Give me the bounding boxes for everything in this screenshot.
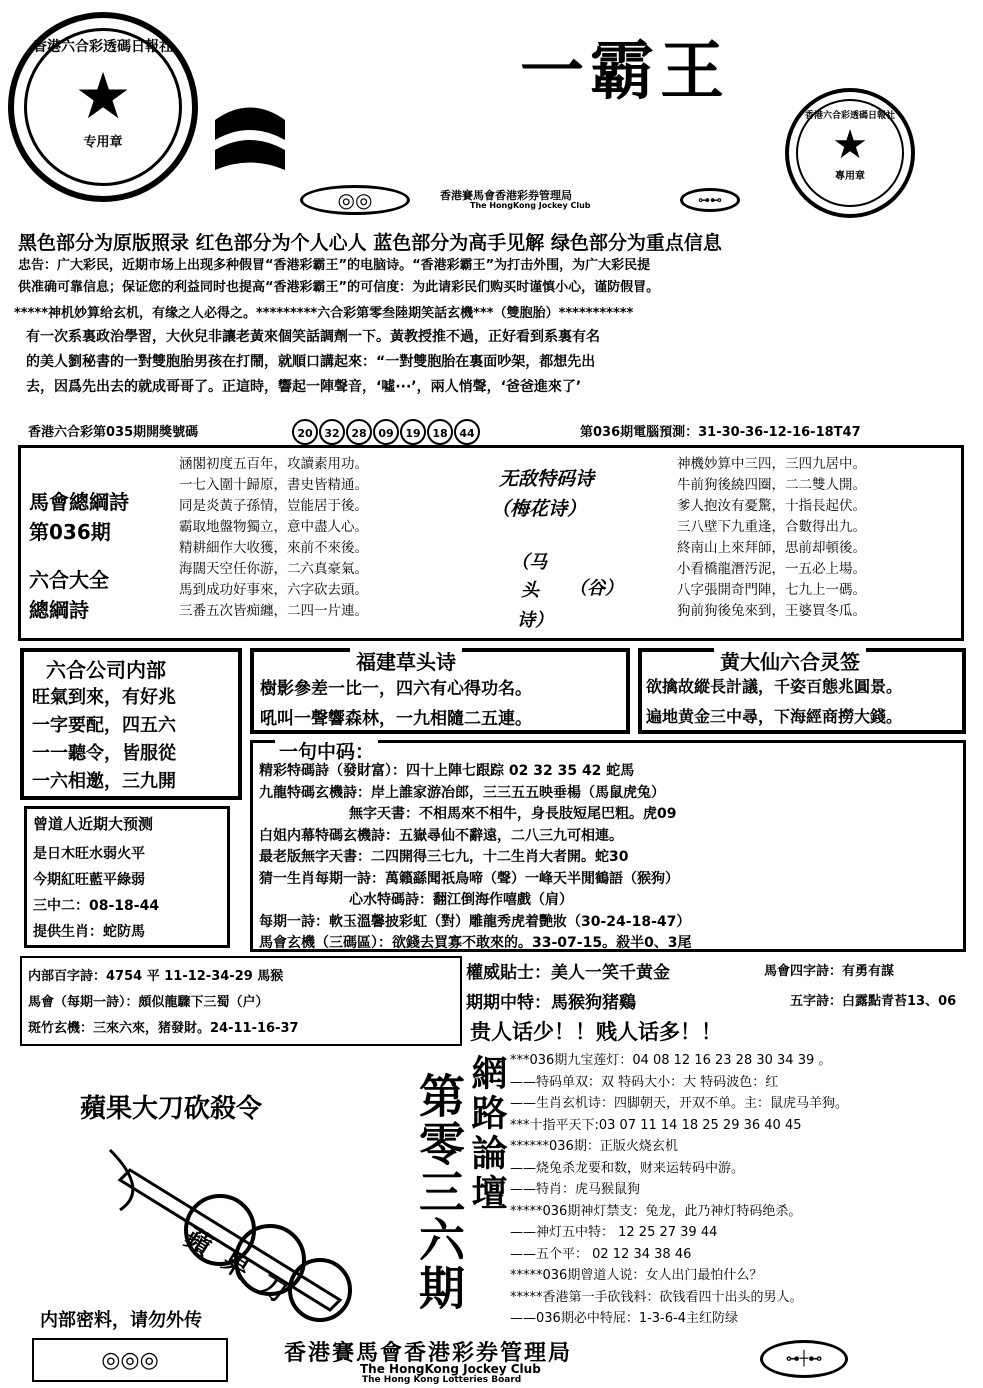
joke-line-1: 有一次系裏政治學習，大伙兒非讓老黃來個笑話調劑一下。黃教授推不過，正好看到系裏有名 (26, 329, 600, 345)
yiju-line: 心水特碼詩：翻江倒海作嘻戲（肩） (349, 892, 573, 908)
authority-motto: 贵人话少！！贱人话多！！ (470, 1020, 722, 1044)
poems-title-4: 總綱詩 (29, 598, 89, 622)
star-icon: ★ (74, 59, 132, 134)
draw-ball: 18 (427, 419, 453, 445)
poems-hint-3: （谷） (569, 578, 623, 599)
draw-ball: 44 (454, 419, 480, 445)
yiju-lines (259, 761, 692, 955)
seal-left (8, 12, 198, 202)
star-icon: ★ (832, 121, 868, 168)
poem-line: 精耕細作大收獲，來前不來後。 (179, 540, 368, 556)
jockey-logo-oval: ◎◎ (300, 185, 410, 215)
poems-box (18, 445, 964, 641)
forum-line: ——烧兔杀龙要和数，财来运转码中游。 (510, 1160, 745, 1176)
poems-title-3: 六合大全 (29, 568, 109, 592)
yiju-line: 精彩特碼詩（發財富）：四十上陣七跟踪 02 32 35 42 蛇馬 (259, 763, 635, 779)
seal-right (785, 88, 915, 218)
huang-line-2: 遍地黄金三中尋，下海經商撈大錢。 (646, 707, 903, 726)
joke-title: *****神机妙算给玄机，有缘之人必得之。*********六合彩第零叁陸期笑話玄機***（雙胞胎）*********** (14, 306, 634, 321)
page-title: 一霸王 (520, 35, 730, 109)
poem-line: 一七入圍十歸原，書史皆精通。 (179, 477, 368, 493)
poems-hint-1: （马 (511, 552, 547, 573)
authority-line-2b: 五字詩：白露點青苔13、06 (790, 994, 957, 1009)
draw-forecast: 第036期電腦預測：31-30-36-12-16-18T47 (580, 425, 861, 440)
company-line: 旺氣到來，有好兆 (32, 687, 176, 708)
banner-graphic (205, 100, 295, 180)
forum-line: ——特码单双：双 特码大小：大 特码波色：红 (510, 1074, 779, 1090)
jockey-name-en: The HongKong Jockey Club (470, 201, 591, 210)
draw-ball: 19 (400, 419, 426, 445)
misc-box (20, 956, 462, 1046)
forum-line: *****036期曾道人说：女人出门最怕什么？ (510, 1268, 763, 1283)
yiju-line: 九龍特碼玄機詩：岸上誰家游冶郎，三三五五映垂楊（馬鼠虎兔） (259, 784, 665, 801)
poem-line: 霸取地盤物獨立，意中盡人心。 (179, 519, 368, 535)
yiju-line: 無字天書：不相馬來不相牛，身長肢短尾巴粗。虎09 (349, 806, 677, 822)
authority-line-1b: 馬會四字詩：有勇有謀 (764, 964, 895, 979)
company-line: 一六相邀，三九開 (32, 771, 176, 792)
huang-title: 黄大仙六合灵签 (714, 646, 866, 675)
footer-logo-left: ◎◎◎ (32, 1338, 228, 1382)
sword-text: 蘋果刀 (178, 1223, 307, 1319)
zengdao-line: 是日木旺水弱火平 (33, 846, 145, 862)
forum-line: *****036期神灯禁支：兔龙，此乃神灯特码绝杀。 (510, 1203, 802, 1219)
poems-title-1: 馬會總綱詩 (29, 490, 129, 514)
zengdao-line: 三中二：08-18-44 (33, 898, 160, 914)
forum-line: ***036期九宝莲灯：04 08 12 16 23 28 30 34 39 。 (510, 1053, 832, 1068)
poems-center-sub: （梅花诗） (491, 498, 587, 520)
footer-emblem: ⊶┼⊷ (760, 1340, 848, 1378)
notice-line-1: 忠告：广大彩民，近期市场上出现多种假冒“香港彩霸王”的电脑诗。“香港彩霸王”为打击外围，为广大彩民提 (18, 258, 651, 273)
apple-title: 蘋果大刀砍殺令 (80, 1094, 263, 1124)
draw-ball: 20 (292, 419, 318, 445)
company-line: 一一聽令，皆服從 (32, 743, 176, 764)
huang-line-1: 欲擒故縱長計議，千姿百態兆圓景。 (646, 677, 903, 696)
sword-icon (90, 1130, 390, 1330)
zengdao-line: 今期紅旺藍平綠弱 (33, 872, 145, 888)
poems-left-list (179, 454, 368, 622)
forum-line: *****香港第一手砍钱料：砍钱看四十出头的男人。 (510, 1289, 803, 1305)
poem-line: 狗前狗後兔來到，王婆買冬瓜。 (677, 603, 866, 619)
forum-line: ——五个平： 02 12 34 38 46 (510, 1246, 692, 1262)
poems-hint-2: 头 (521, 580, 539, 601)
misc-line: 馬會（每期一詩）：頗似龍驟下三蜀（户） (28, 995, 269, 1010)
yiju-line: 最老版無字天書：二四開得三七九，十二生肖大者開。蛇30 (259, 849, 629, 865)
notice-line-2: 供准确可靠信息；保证您的利益同时也提高“香港彩霸王”的可信度：为此请彩民们购买时谨慎小心，谨防假冒。 (18, 280, 660, 295)
zengdao-title: 曾道人近期大预测 (33, 815, 154, 833)
forum-line: ——生肖玄机诗：四脚朝天，开双不单。主：鼠虎马羊狗。 (510, 1096, 849, 1111)
draw-label: 香港六合彩第035期開獎號碼 (28, 425, 199, 440)
misc-line: 斑竹玄機：三來六來，猪發財。24-11-16-37 (28, 1021, 299, 1036)
poem-line: 牛前狗後繞四圈，二二雙人開。 (677, 477, 866, 493)
fujian-line-2: 吼叫一聲響森林，一九相隨二五連。 (260, 709, 532, 729)
poems-hint-4: 诗） (517, 610, 553, 631)
company-box (20, 648, 242, 800)
draw-ball: 32 (319, 419, 345, 445)
company-line: 一字要配，四五六 (32, 715, 176, 736)
fujian-title: 福建草头诗 (350, 646, 462, 675)
poems-center-title: 无敌特码诗 (499, 468, 595, 490)
poem-line: 終南山上來拜師，思前却頓後。 (677, 540, 866, 556)
seal-left-label: 专用章 (83, 134, 123, 150)
seal-left-text: 香港六合彩透碼日報社 (33, 39, 173, 55)
authority-line-2: 期期中特：馬猴狗猪鷄 (466, 993, 636, 1013)
poem-line: 三八壁下九重逢，合數得出九。 (677, 519, 866, 535)
poem-line: 小看橋龍潛汚泥，一五必上場。 (677, 561, 866, 577)
misc-lines (28, 964, 299, 1042)
poems-right-list (677, 454, 866, 622)
fujian-box (250, 648, 630, 734)
secret-note: 内部密料，请勿外传 (40, 1310, 202, 1331)
yiju-title: 一句中码： (275, 737, 378, 764)
forum-vertical-big: 第零三六期 (412, 1072, 466, 1312)
yiju-line: 白姐内幕特碼玄機詩：五嶽尋仙不辭遠，二八三九可相連。 (259, 827, 623, 844)
fujian-line-1: 樹影參差一比一，四六有心得功名。 (260, 679, 532, 699)
company-title: 六合公司内部 (46, 658, 166, 682)
poem-line: 三番五次皆痴纏，二四一片連。 (179, 603, 368, 619)
joke-line-2: 的美人劉秘書的一對雙胞胎男孩在打鬧，就順口講起來：“一對雙胞胎在裏面吵架，都想先出 (26, 354, 596, 370)
yiju-line: 每期一詩：軟玉溫馨披彩虹（對）雕龍秀虎着艷妝（30-24-18-47） (259, 913, 691, 930)
forum-vertical-small: 網路論壇 (466, 1054, 507, 1214)
yiju-line: 馬會玄機（三碼區）：欲錢去買寡不敢來的。33-07-15。殺半0、3尾 (259, 935, 692, 951)
draw-numbers (292, 419, 481, 445)
forum-line: ******036期：正版火烧玄机 (510, 1139, 678, 1154)
poem-line: 八字張開奇門陣，七九上一碼。 (677, 582, 866, 598)
authority-line-1: 權威貼士：美人一笑千黄金 (466, 963, 670, 983)
poem-line: 同是炎黃子孫情，豈能居于後。 (179, 498, 368, 514)
poem-line: 涵閣初度五百年，攻讀素用功。 (179, 456, 368, 472)
forum-line: ——神灯五中特： 12 25 27 39 44 (510, 1225, 718, 1240)
poem-line: 海闊天空任你游，二六真豪氣。 (179, 561, 368, 577)
seal-right-text: 香港六合彩透碼日報社 (804, 111, 895, 121)
zengdao-lines (33, 841, 159, 945)
poems-title-2: 第036期 (29, 520, 111, 544)
zengdao-line: 提供生肖：蛇防馬 (33, 924, 145, 940)
jockey-emblem: ⊶⊷ (680, 188, 740, 212)
poem-line: 爹人抱汝有憂驚，十指長起伏。 (677, 498, 866, 514)
yiju-line: 猜一生肖每期一詩：萬籟繇聞祇鳥啼（聲）一峰天半閒鶴語（猴狗） (259, 870, 679, 887)
zengdao-box (24, 806, 230, 948)
poem-line: 神機妙算中三四，三四九居中。 (677, 456, 866, 472)
forum-line: ——036期必中特屁：1-3-6-4主红防绿 (510, 1311, 738, 1326)
joke-line-3: 去，因爲先出去的就成哥哥了。正這時，響起一陣聲音，‘噓···’，兩人悄聲，‘爸爸進來了’ (26, 379, 582, 395)
footer-en-2: The Hong Kong Lotteries Board (362, 1375, 522, 1385)
color-legend: 黑色部分为原版照录 红色部分为个人心人 蓝色部分为高手见解 绿色部分为重点信息 (18, 232, 722, 254)
company-lines (32, 684, 176, 796)
huang-box (638, 648, 966, 734)
yiju-box (250, 740, 966, 952)
poem-line: 馬到成功好事來，六字砍去頭。 (179, 582, 368, 598)
draw-ball: 28 (346, 419, 372, 445)
seal-right-label: 專用章 (835, 170, 865, 182)
forum-lines (510, 1050, 848, 1330)
misc-line: 内部百字詩：4754 平 11-12-34-29 馬猴 (28, 969, 284, 984)
footer-en-1: The HongKong Jockey Club (360, 1362, 541, 1376)
forum-line: ***十指平天下:03 07 11 14 18 25 29 36 40 45 (510, 1117, 802, 1133)
jockey-name-cn: 香港賽馬會香港彩券管理局 (440, 189, 572, 202)
draw-ball: 09 (373, 419, 399, 445)
footer-cn: 香港賽馬會香港彩券管理局 (284, 1341, 573, 1366)
forum-line: ——特肖：虎马猴鼠狗 (510, 1182, 641, 1197)
